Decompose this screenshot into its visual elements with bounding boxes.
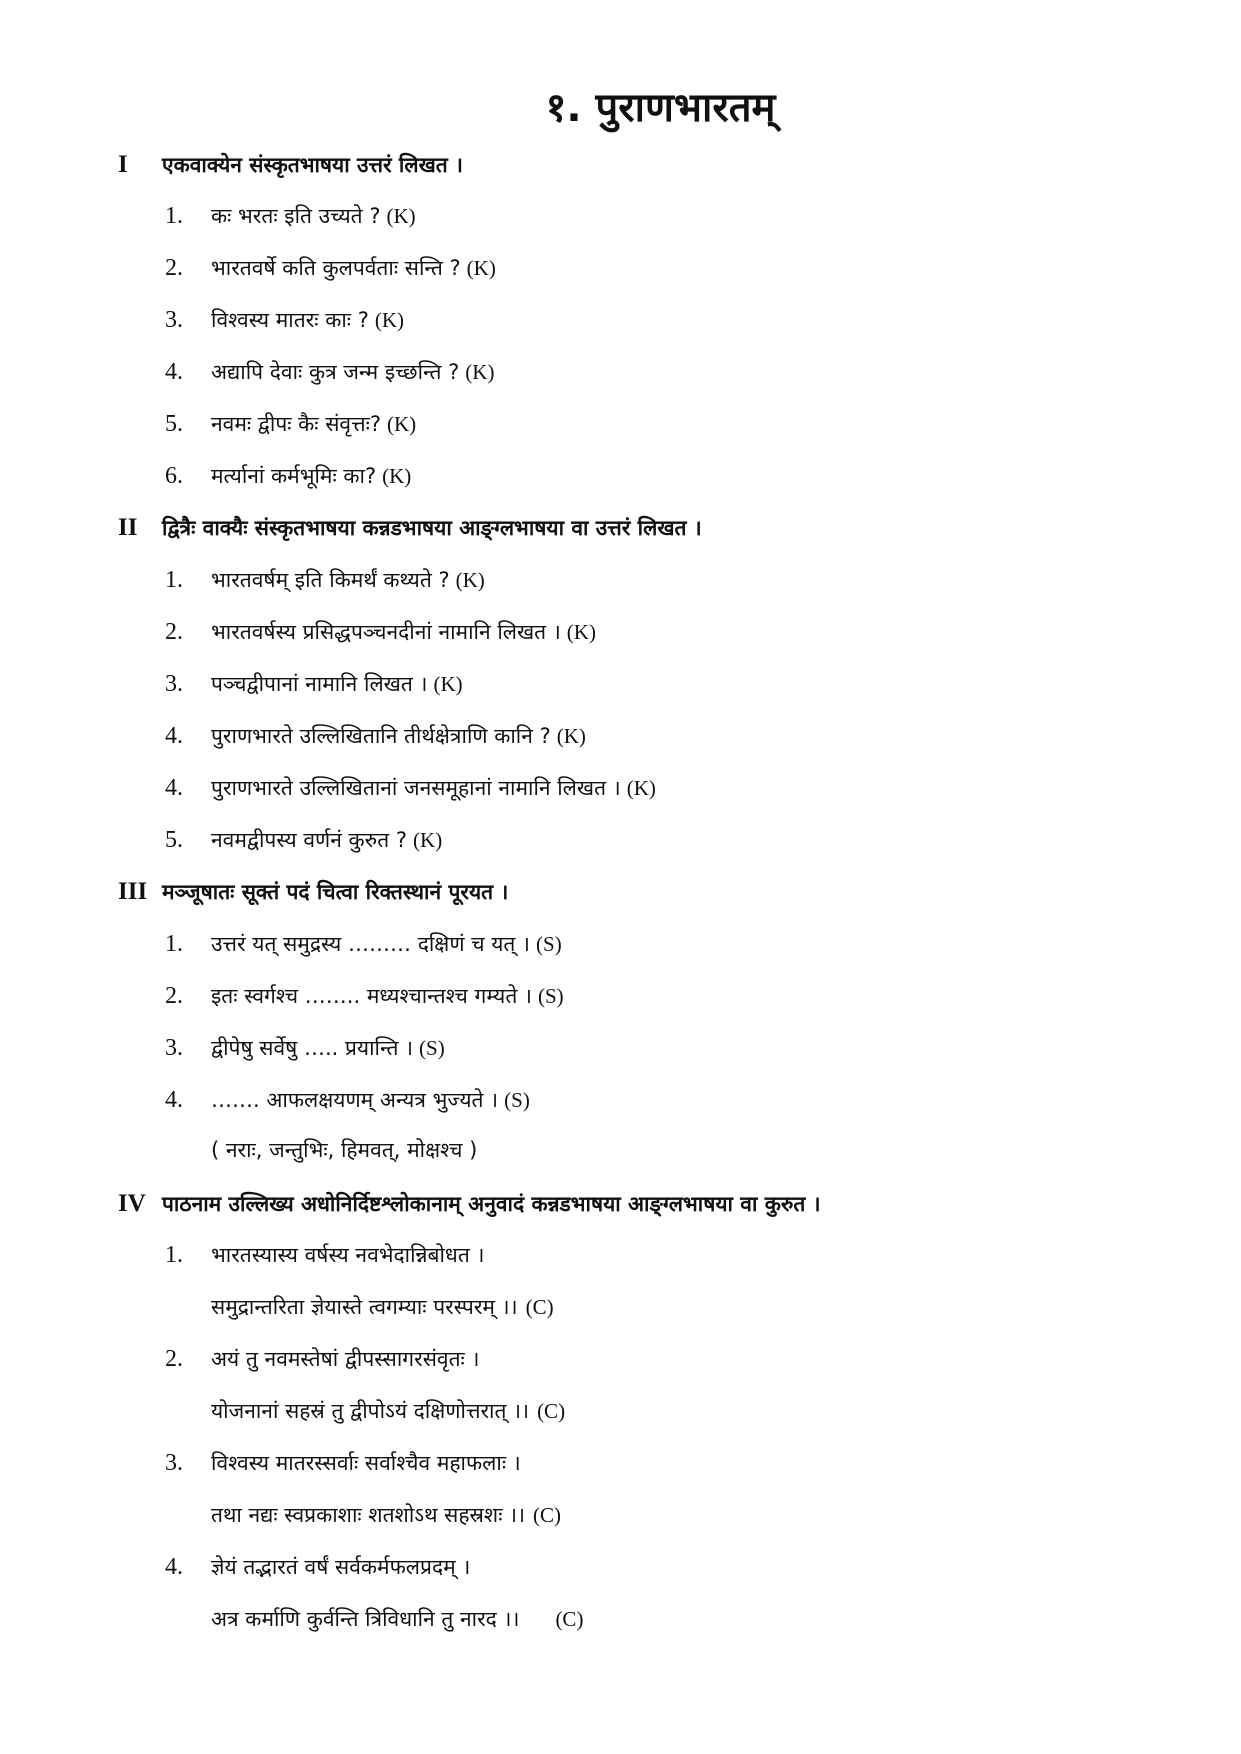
section-2-heading bbox=[118, 511, 702, 545]
question-text: भारतवर्षस्य प्रसिद्धपञ्चनदीनां नामानि लिखत । bbox=[211, 620, 561, 644]
question-tag: (K) bbox=[413, 828, 443, 852]
question-text: इतः स्वर्गश्च …….. मध्यश्चान्तश्च गम्यते । bbox=[211, 984, 532, 1008]
question-text: पुराणभारते उल्लिखितानि तीर्थक्षेत्राणि कानि ? bbox=[211, 724, 551, 748]
question-number: 2. bbox=[165, 255, 183, 281]
section-numeral: I bbox=[118, 151, 128, 178]
verse-line-2-row bbox=[211, 1602, 583, 1636]
question-tag: (K) bbox=[566, 620, 596, 644]
verse-tag: (C) bbox=[537, 1399, 566, 1423]
question-tag: (K) bbox=[465, 360, 495, 384]
question-number: 4. bbox=[165, 723, 183, 749]
question-item bbox=[165, 251, 496, 285]
question-number: 3. bbox=[165, 307, 183, 333]
question-item bbox=[165, 563, 485, 597]
question-item bbox=[165, 1083, 530, 1117]
verse-line-1: विश्वस्य मातरस्सर्वाः सर्वाश्चैव महाफलाः । bbox=[211, 1451, 521, 1475]
question-text: नवमः द्वीपः कैः संवृत्तः? bbox=[211, 412, 381, 436]
question-tag: (S) bbox=[419, 1036, 445, 1060]
question-text: भारतवर्षम् इति किमर्थं कथ्यते ? bbox=[211, 568, 450, 592]
section-instruction: पाठनाम उल्लिख्य अधोनिर्दिष्टश्लोकानाम् अनुवादं कन्नडभाषया आङ्ग्लभाषया वा कुरुत । bbox=[162, 1192, 821, 1216]
verse-tag: (C) bbox=[555, 1607, 584, 1631]
section-instruction: मञ्जूषातः सूक्तं पदं चित्वा रिक्तस्थानं पूरयत । bbox=[162, 880, 509, 904]
question-item bbox=[165, 407, 416, 441]
verse-number: 4. bbox=[165, 1554, 183, 1580]
question-tag: (S) bbox=[504, 1088, 530, 1112]
verse-line-2-row bbox=[211, 1498, 561, 1532]
verse-line-2: तथा नद्यः स्वप्रकाशाः शतशोऽथ सहस्रशः ।। bbox=[211, 1503, 526, 1527]
question-number: 3. bbox=[165, 671, 183, 697]
question-item bbox=[165, 979, 564, 1013]
question-text: भारतवर्षे कति कुलपर्वताः सन्ति ? bbox=[211, 256, 461, 280]
verse-tag: (C) bbox=[525, 1295, 554, 1319]
page-title: १. पुराणभारतम् bbox=[545, 85, 776, 131]
section-3-heading bbox=[118, 875, 508, 909]
question-item bbox=[165, 771, 656, 805]
question-item bbox=[165, 823, 442, 857]
question-tag: (K) bbox=[466, 256, 496, 280]
verse-line-2: समुद्रान्तरिता ज्ञेयास्ते त्वगम्याः परस्परम् ।। bbox=[211, 1295, 518, 1319]
section-4-heading bbox=[118, 1187, 821, 1221]
question-tag: (S) bbox=[537, 984, 564, 1008]
question-number: 6. bbox=[165, 463, 183, 489]
question-number: 3. bbox=[165, 1035, 183, 1061]
verse-tag: (C) bbox=[533, 1503, 562, 1527]
verse-number: 3. bbox=[165, 1450, 183, 1476]
question-text: द्वीपेषु सर्वेषु ….. प्रयान्ति । bbox=[211, 1036, 414, 1060]
question-item bbox=[165, 355, 494, 389]
question-text: नवमद्वीपस्य वर्णनं कुरुत ? bbox=[211, 828, 408, 852]
question-text: उत्तरं यत् समुद्रस्य ……… दक्षिणं च यत् । bbox=[211, 932, 531, 956]
section-numeral: III bbox=[118, 878, 148, 905]
question-number: 5. bbox=[165, 827, 183, 853]
verse-item bbox=[165, 1342, 479, 1376]
question-number: 4. bbox=[165, 359, 183, 385]
question-text: पञ्चद्वीपानां नामानि लिखत । bbox=[211, 672, 428, 696]
question-tag: (K) bbox=[386, 204, 416, 228]
verse-line-1: ज्ञेयं तद्भारतं वर्षं सर्वकर्मफलप्रदम् । bbox=[211, 1555, 471, 1579]
question-text: ……. आफलक्षयणम् अन्यत्र भुज्यते । bbox=[211, 1088, 499, 1112]
verse-item bbox=[165, 1550, 470, 1584]
question-tag: (K) bbox=[382, 464, 412, 488]
question-text: मर्त्यानां कर्मभूमिः का? bbox=[211, 464, 377, 488]
question-item bbox=[165, 459, 411, 493]
question-number: 1. bbox=[165, 203, 183, 229]
verse-line-2: अत्र कर्माणि कुर्वन्ति त्रिविधानि तु नारद ।। bbox=[211, 1607, 520, 1631]
question-tag: (K) bbox=[433, 672, 463, 696]
verse-line-1: भारतस्यास्य वर्षस्य नवभेदान्निबोधत । bbox=[211, 1243, 485, 1267]
question-number: 5. bbox=[165, 411, 183, 437]
question-tag: (K) bbox=[626, 776, 656, 800]
word-box: ( नराः, जन्तुभिः, हिमवत्, मोक्षश्च ) bbox=[211, 1138, 478, 1162]
section-instruction: द्वित्रैः वाक्यैः संस्कृतभाषया कन्नडभाषया आङ्ग्लभाषया वा उत्तरं लिखत । bbox=[162, 516, 702, 540]
question-number: 4. bbox=[165, 1087, 183, 1113]
question-number: 2. bbox=[165, 983, 183, 1009]
section-numeral: IV bbox=[118, 1190, 146, 1217]
verse-line-2-row bbox=[211, 1290, 554, 1324]
question-number: 2. bbox=[165, 619, 183, 645]
question-number: 1. bbox=[165, 567, 183, 593]
verse-number: 1. bbox=[165, 1242, 183, 1268]
question-number: 4. bbox=[165, 775, 183, 801]
question-number: 1. bbox=[165, 931, 183, 957]
section-1-heading bbox=[118, 148, 463, 182]
question-item bbox=[165, 1031, 445, 1065]
question-tag: (K) bbox=[374, 308, 404, 332]
verse-line-1: अयं तु नवमस्तेषां द्वीपस्सागरसंवृतः । bbox=[211, 1347, 480, 1371]
question-item bbox=[165, 667, 463, 701]
question-text: कः भरतः इति उच्यते ? bbox=[211, 204, 381, 228]
question-item bbox=[165, 199, 416, 233]
question-text: अद्यापि देवाः कुत्र जन्म इच्छन्ति ? bbox=[211, 360, 460, 384]
verse-line-2-row bbox=[211, 1394, 565, 1428]
verse-item bbox=[165, 1446, 521, 1480]
question-item bbox=[165, 927, 562, 961]
question-item bbox=[165, 303, 404, 337]
section-numeral: II bbox=[118, 514, 138, 541]
question-tag: (S) bbox=[536, 932, 562, 956]
verse-item bbox=[165, 1238, 484, 1272]
question-text: पुराणभारते उल्लिखितानां जनसमूहानां नामानि लिखत । bbox=[211, 776, 621, 800]
verse-number: 2. bbox=[165, 1346, 183, 1372]
question-tag: (K) bbox=[386, 412, 417, 436]
verse-line-2: योजनानां सहस्रं तु द्वीपोऽयं दक्षिणोत्तरात् ।। bbox=[211, 1399, 530, 1423]
question-item bbox=[165, 719, 586, 753]
question-tag: (K) bbox=[455, 568, 485, 592]
question-text: विश्वस्य मातरः काः ? bbox=[211, 308, 369, 332]
section-instruction: एकवाक्येन संस्कृतभाषया उत्तरं लिखत । bbox=[162, 153, 463, 177]
question-item bbox=[165, 615, 596, 649]
question-tag: (K) bbox=[556, 724, 586, 748]
